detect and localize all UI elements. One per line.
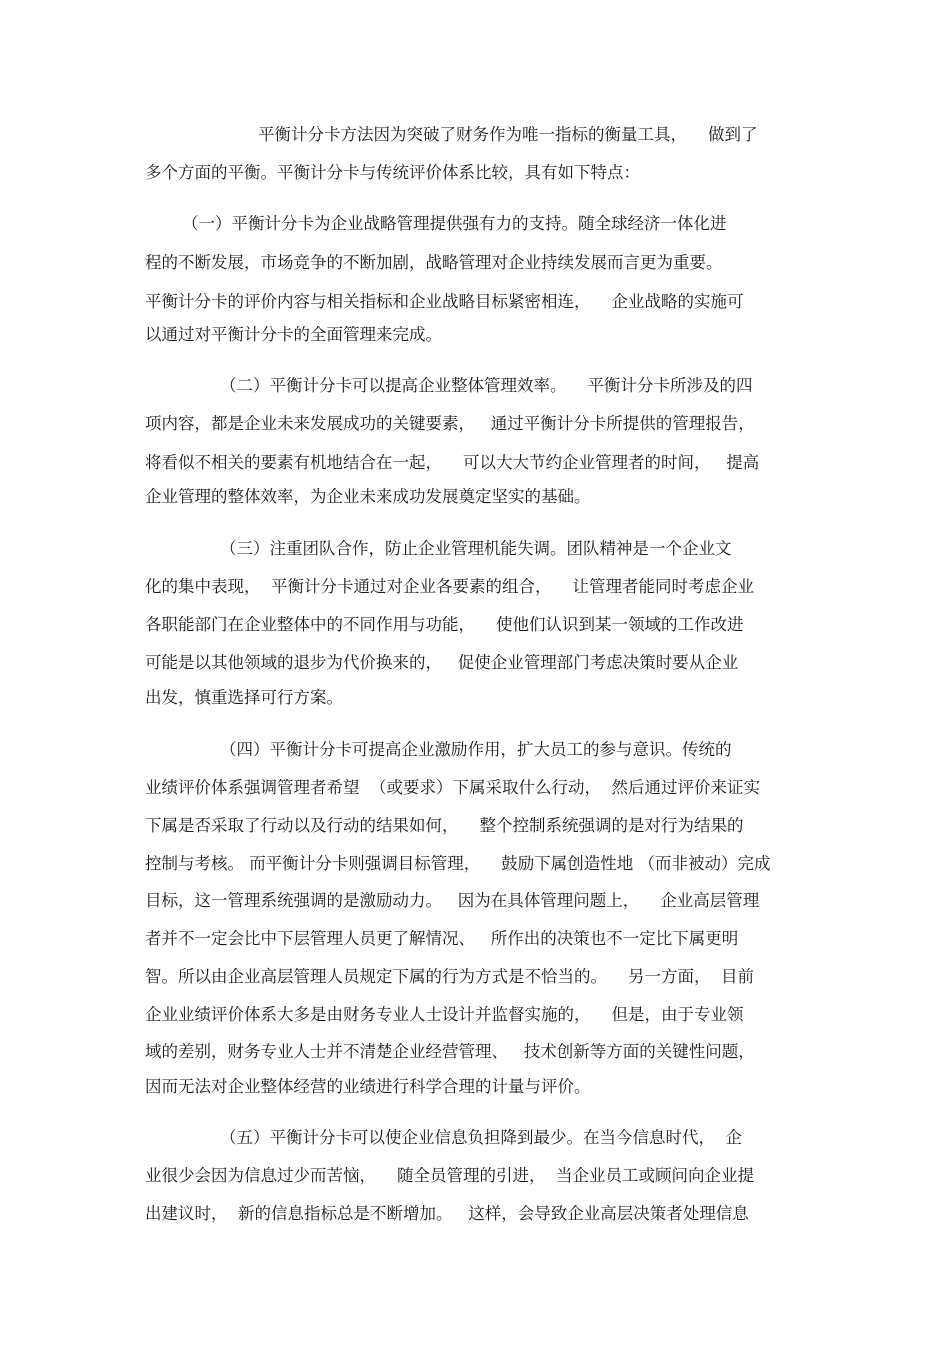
text-line: 下属是否采取了行动以及行动的结果如何， 整个控制系统强调的是对行为结果的 — [145, 816, 744, 835]
text-line: 业很少会因为信息过少而苦恼， 随全员管理的引进， 当企业员工或顾问向企业提 — [145, 1166, 754, 1185]
text-line: 出建议时， 新的信息指标总是不断增加。 这样，会导致企业高层决策者处理信息 — [145, 1204, 749, 1223]
text-line: （一）平衡计分卡为企业战略管理提供强有力的支持。随全球经济一体化进 — [182, 214, 727, 233]
text-line: （二）平衡计分卡可以提高企业整体管理效率。 平衡计分卡所涉及的四 — [220, 376, 753, 395]
text-line: 域的差别，财务专业人士并不清楚企业经营管理、 技术创新等方面的关键性问题， — [145, 1042, 755, 1061]
text-line: 化的集中表现， 平衡计分卡通过对企业各要素的组合， 让管理者能同时考虑企业 — [145, 577, 754, 596]
text-line: 业绩评价体系强调管理者希望 （或要求）下属采取什么行动， 然后通过评价来证实 — [145, 778, 760, 797]
text-line: 目标，这一管理系统强调的是激励动力。 因为在具体管理问题上， 企业高层管理 — [145, 891, 760, 910]
text-line: 程的不断发展，市场竞争的不断加剧，战略管理对企业持续发展而言更为重要。 — [145, 253, 723, 272]
text-line: 出发，慎重选择可行方案。 — [145, 688, 343, 707]
text-line: （三）注重团队合作，防止企业管理机能失调。团队精神是一个企业文 — [220, 539, 732, 558]
text-line: 各职能部门在企业整体中的不同作用与功能， 使他们认识到某一领域的工作改进 — [145, 615, 744, 634]
text-line: 多个方面的平衡。平衡计分卡与传统评价体系比较，具有如下特点： — [145, 163, 640, 182]
text-line: 智。所以由企业高层管理人员规定下属的行为方式是不恰当的。 另一方面， 目前 — [145, 967, 754, 986]
text-line: 平衡计分卡方法因为突破了财务作为唯一指标的衡量工具， 做到了 — [258, 125, 758, 144]
text-line: 以通过对平衡计分卡的全面管理来完成。 — [145, 325, 442, 344]
text-line: （五）平衡计分卡可以使企业信息负担降到最少。在当今信息时代， 企 — [220, 1128, 742, 1147]
text-line: 企业业绩评价体系大多是由财务专业人士设计并监督实施的， 但是，由于专业领 — [145, 1005, 744, 1024]
text-line: 者并不一定会比中下层管理人员更了解情况、 所作出的决策也不一定比下属更明 — [145, 929, 739, 948]
text-line: 企业管理的整体效率，为企业未来成功发展奠定坚实的基础。 — [145, 487, 591, 506]
text-line: 项内容，都是企业未来发展成功的关键要素， 通过平衡计分卡所提供的管理报告， — [145, 414, 755, 433]
text-line: 因而无法对企业整体经营的业绩进行科学合理的计量与评价。 — [145, 1077, 591, 1096]
text-line: 可能是以其他领域的退步为代价换来的， 促使企业管理部门考虑决策时要从企业 — [145, 653, 739, 672]
text-line: 平衡计分卡的评价内容与相关指标和企业战略目标紧密相连， 企业战略的实施可 — [145, 292, 744, 311]
text-line: 控制与考核。 而平衡计分卡则强调目标管理， 鼓励下属创造性地 （而非被动）完成 — [145, 854, 771, 873]
text-line: 将看似不相关的要素有机地结合在一起， 可以大大节约企业管理者的时间， 提高 — [145, 453, 760, 472]
text-line: （四）平衡计分卡可提高企业激励作用，扩大员工的参与意识。传统的 — [220, 740, 732, 759]
